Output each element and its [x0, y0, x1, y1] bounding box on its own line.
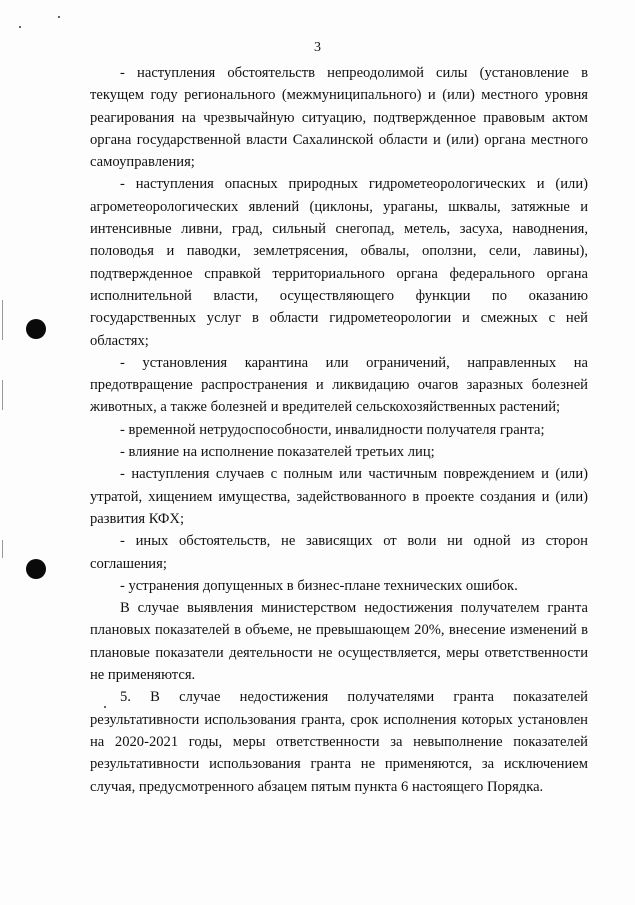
scan-speck [58, 16, 60, 18]
paragraph-underachievement: В случае выявления министерством недостижения получателем гранта плановых показателей в объеме, не превышающем 20%, внесение изменений в плановые показатели деятельности не осуществляется, меры ответственности не применяются. [90, 600, 588, 684]
scan-speck [19, 26, 21, 28]
scan-edge-mark [2, 540, 3, 558]
paragraph-property-damage: - наступления случаев с полным или частичным повреждением и (или) утратой, хищением имущества, задействованного в проекте создания и (или) развития КФХ; [90, 466, 588, 527]
document-body [90, 62, 588, 798]
paragraph-other-circumstances: - иных обстоятельств, не зависящих от воли ни одной из сторон соглашения; [90, 533, 588, 572]
punch-hole [26, 319, 46, 339]
page-number: 3 [314, 40, 321, 55]
paragraph-natural-hazards: - наступления опасных природных гидрометеорологических и (или) агрометеорологических явлений (циклоны, ураганы, шквалы, затяжные и интенсивные ливни, град, сильный снегопад, метель, засуха, наводнения, половодья и паводки, землетрясения, обвалы, оползни, сели, лавины), подтвержденное справкой территориального органа федерального органа исполнительной власти, осуществляющего функции по оказанию государственных услуг в области гидрометеорологии и смежных с ней областях; [90, 176, 588, 349]
paragraph-third-parties: - влияние на исполнение показателей третьих лиц; [120, 444, 435, 461]
paragraph-disability: - временной нетрудоспособности, инвалидности получателя гранта; [120, 421, 545, 438]
scan-edge-mark [2, 380, 3, 410]
paragraph-quarantine: - установления карантина или ограничений, направленных на предотвращение распространения и ликвидацию очагов заразных болезней животных, а также болезней и вредителей сельскохозяйственных растений; [90, 354, 588, 416]
paragraph-business-plan-errors: - устранения допущенных в бизнес-плане технических ошибок. [120, 577, 518, 594]
paragraph-item-5: 5. В случае недостижения получателями гранта показателей результативности использования гранта, срок исполнения которых установлен на 2020-2021 годы, меры ответственности за невыполнение показателей результативности использования гранта не применяются, за исключением случая, предусмотренного абзацем пятым пункта 6 настоящего Порядка. [90, 689, 588, 795]
paragraph-force-majeure: - наступления обстоятельств непреодолимой силы (установление в текущем году регионального (межмуниципального) и (или) местного уровня реагирования на чрезвычайную ситуацию, подтвержденное правовым актом органа государственной власти Сахалинской области и (или) органа местного самоуправления; [90, 65, 588, 171]
punch-hole [26, 559, 46, 579]
scan-edge-mark [2, 300, 3, 340]
